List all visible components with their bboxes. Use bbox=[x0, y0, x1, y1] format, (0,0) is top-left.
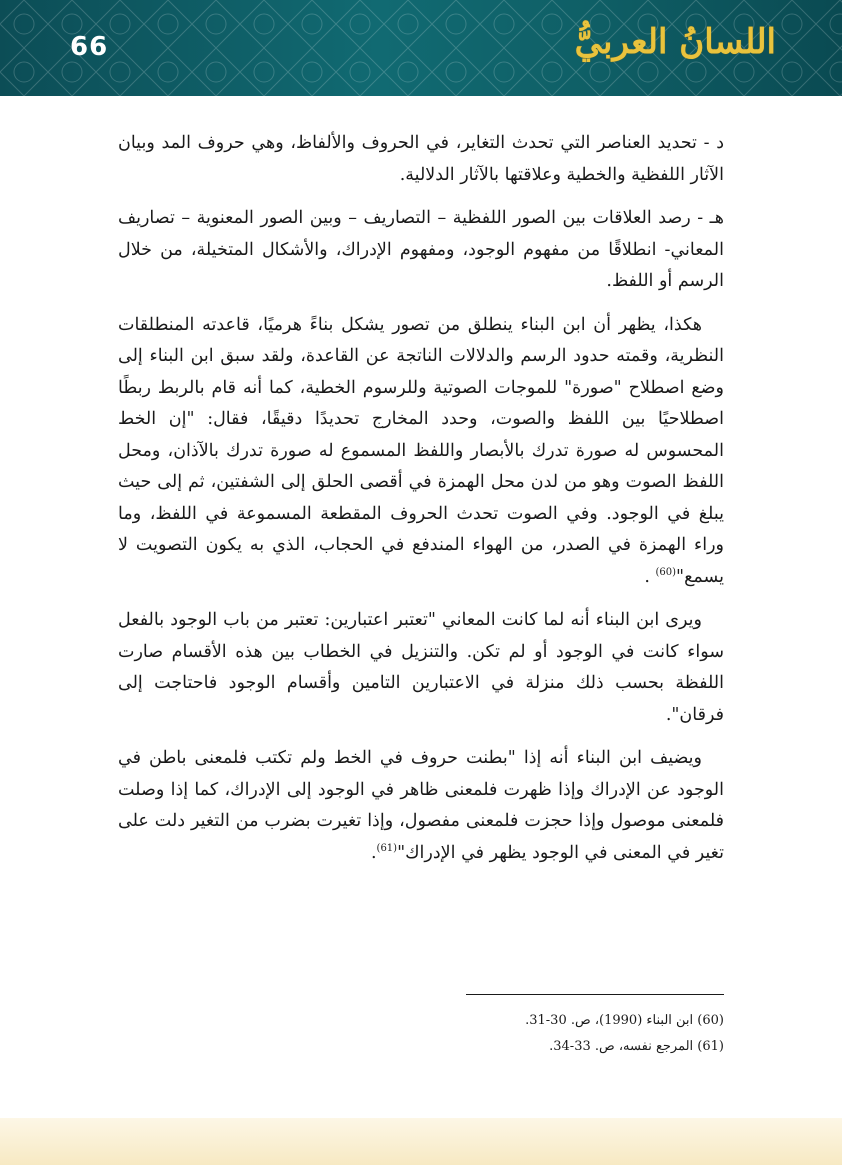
page-header bbox=[0, 0, 842, 96]
footnotes bbox=[118, 1008, 724, 1060]
paragraph-meanings: ويرى ابن البناء أنه لما كانت المعاني "تعتبر اعتبارين: تعتبر من باب الوجود بالفعل سواء كانت في الوجود أو لم تكن. والتنزيل في الخطاب بين هذه الأقسام صارت اللفظة بحسب ذلك منزلة في الاعتبارين التامين وأقسام الوجود فاحتاجت إلى فرقان". bbox=[118, 610, 724, 725]
page-number: 66 bbox=[70, 32, 109, 62]
footnote-60: (60) ابن البناء (1990)، ص. 30-31. bbox=[525, 1013, 724, 1028]
footnote-61: (61) المرجع نفسه، ص. 33-34. bbox=[549, 1039, 724, 1054]
paragraph-item-d: د - تحديد العناصر التي تحدث التغاير، في الحروف والألفاظ، وهي حروف المد وبيان الآثار اللفظية والخطية وعلاقتها بالآثار الدلالية. bbox=[118, 133, 724, 185]
footnote-divider bbox=[466, 994, 724, 995]
footnote-ref-61: (61) bbox=[376, 842, 398, 854]
paragraph-text: هكذا، يظهر أن ابن البناء ينطلق من تصور يشكل بناءً هرميًا، قاعدته المنطلقات النظرية، وقمته حدود الرسم والدلالات الناتجة عن القاعدة، ولقد سبق ابن البناء إلى وضع اصطلاح "صورة" للموجات الصوتية وللرسوم الخطية، كما أنه قام بالربط ربطًا اصطلاحيًا بين اللفظ والصوت، وحدد المخارج تحديدًا دقيقًا، فقال: "إن الخط المحسوس له صورة تدرك بالأبصار واللفظ المسموع له صورة تدرك بالآذان، ومحل اللفظ الصوت وهو من لدن محل الهمزة في أقصى الحلق إلى الشفتين، ثم إلى حيث يبلغ في الوجود. وفي الصوت تحدث الحروف المقطعة المسموعة في اللفظ، وما وراء الهمزة في الصدر، من الهواء المندفع في الحجاب، الذي به يكون التصويت لا يسمع" bbox=[118, 314, 724, 587]
article-body bbox=[118, 128, 724, 881]
paragraph-ibn-albanna-concept bbox=[118, 310, 724, 594]
paragraph-item-h: هـ - رصد العلاقات بين الصور اللفظية – التصاريف – وبين الصور المعنوية – تصاريف المعاني- انطلاقًا من مفهوم الوجود، ومفهوم الإدراك، والأشكال المتخيلة، من خلال الرسم أو اللفظ. bbox=[118, 208, 724, 291]
paragraph-end: . bbox=[370, 842, 377, 863]
footnote-ref-60: (60) bbox=[655, 566, 677, 578]
paragraph-text: ويضيف ابن البناء أنه إذا "بطنت حروف في الخط ولم تكتب فلمعنى باطن في الوجود عن الإدراك وإذا ظهرت فلمعنى ظاهر في الوجود إلى الإدراك، كما إذا وصلت فلمعنى موصول وإذا حجزت فلمعنى مفصول، وإذا تغيرت بضرب من التغير دلت على تغير في المعنى في الوجود يظهر في الإدراك" bbox=[118, 748, 724, 863]
journal-logo: اللسانُ العربيُّ bbox=[574, 22, 776, 62]
paragraph-hidden-letters bbox=[118, 743, 724, 869]
page-footer-band bbox=[0, 1118, 842, 1165]
paragraph-end: . bbox=[644, 566, 656, 587]
